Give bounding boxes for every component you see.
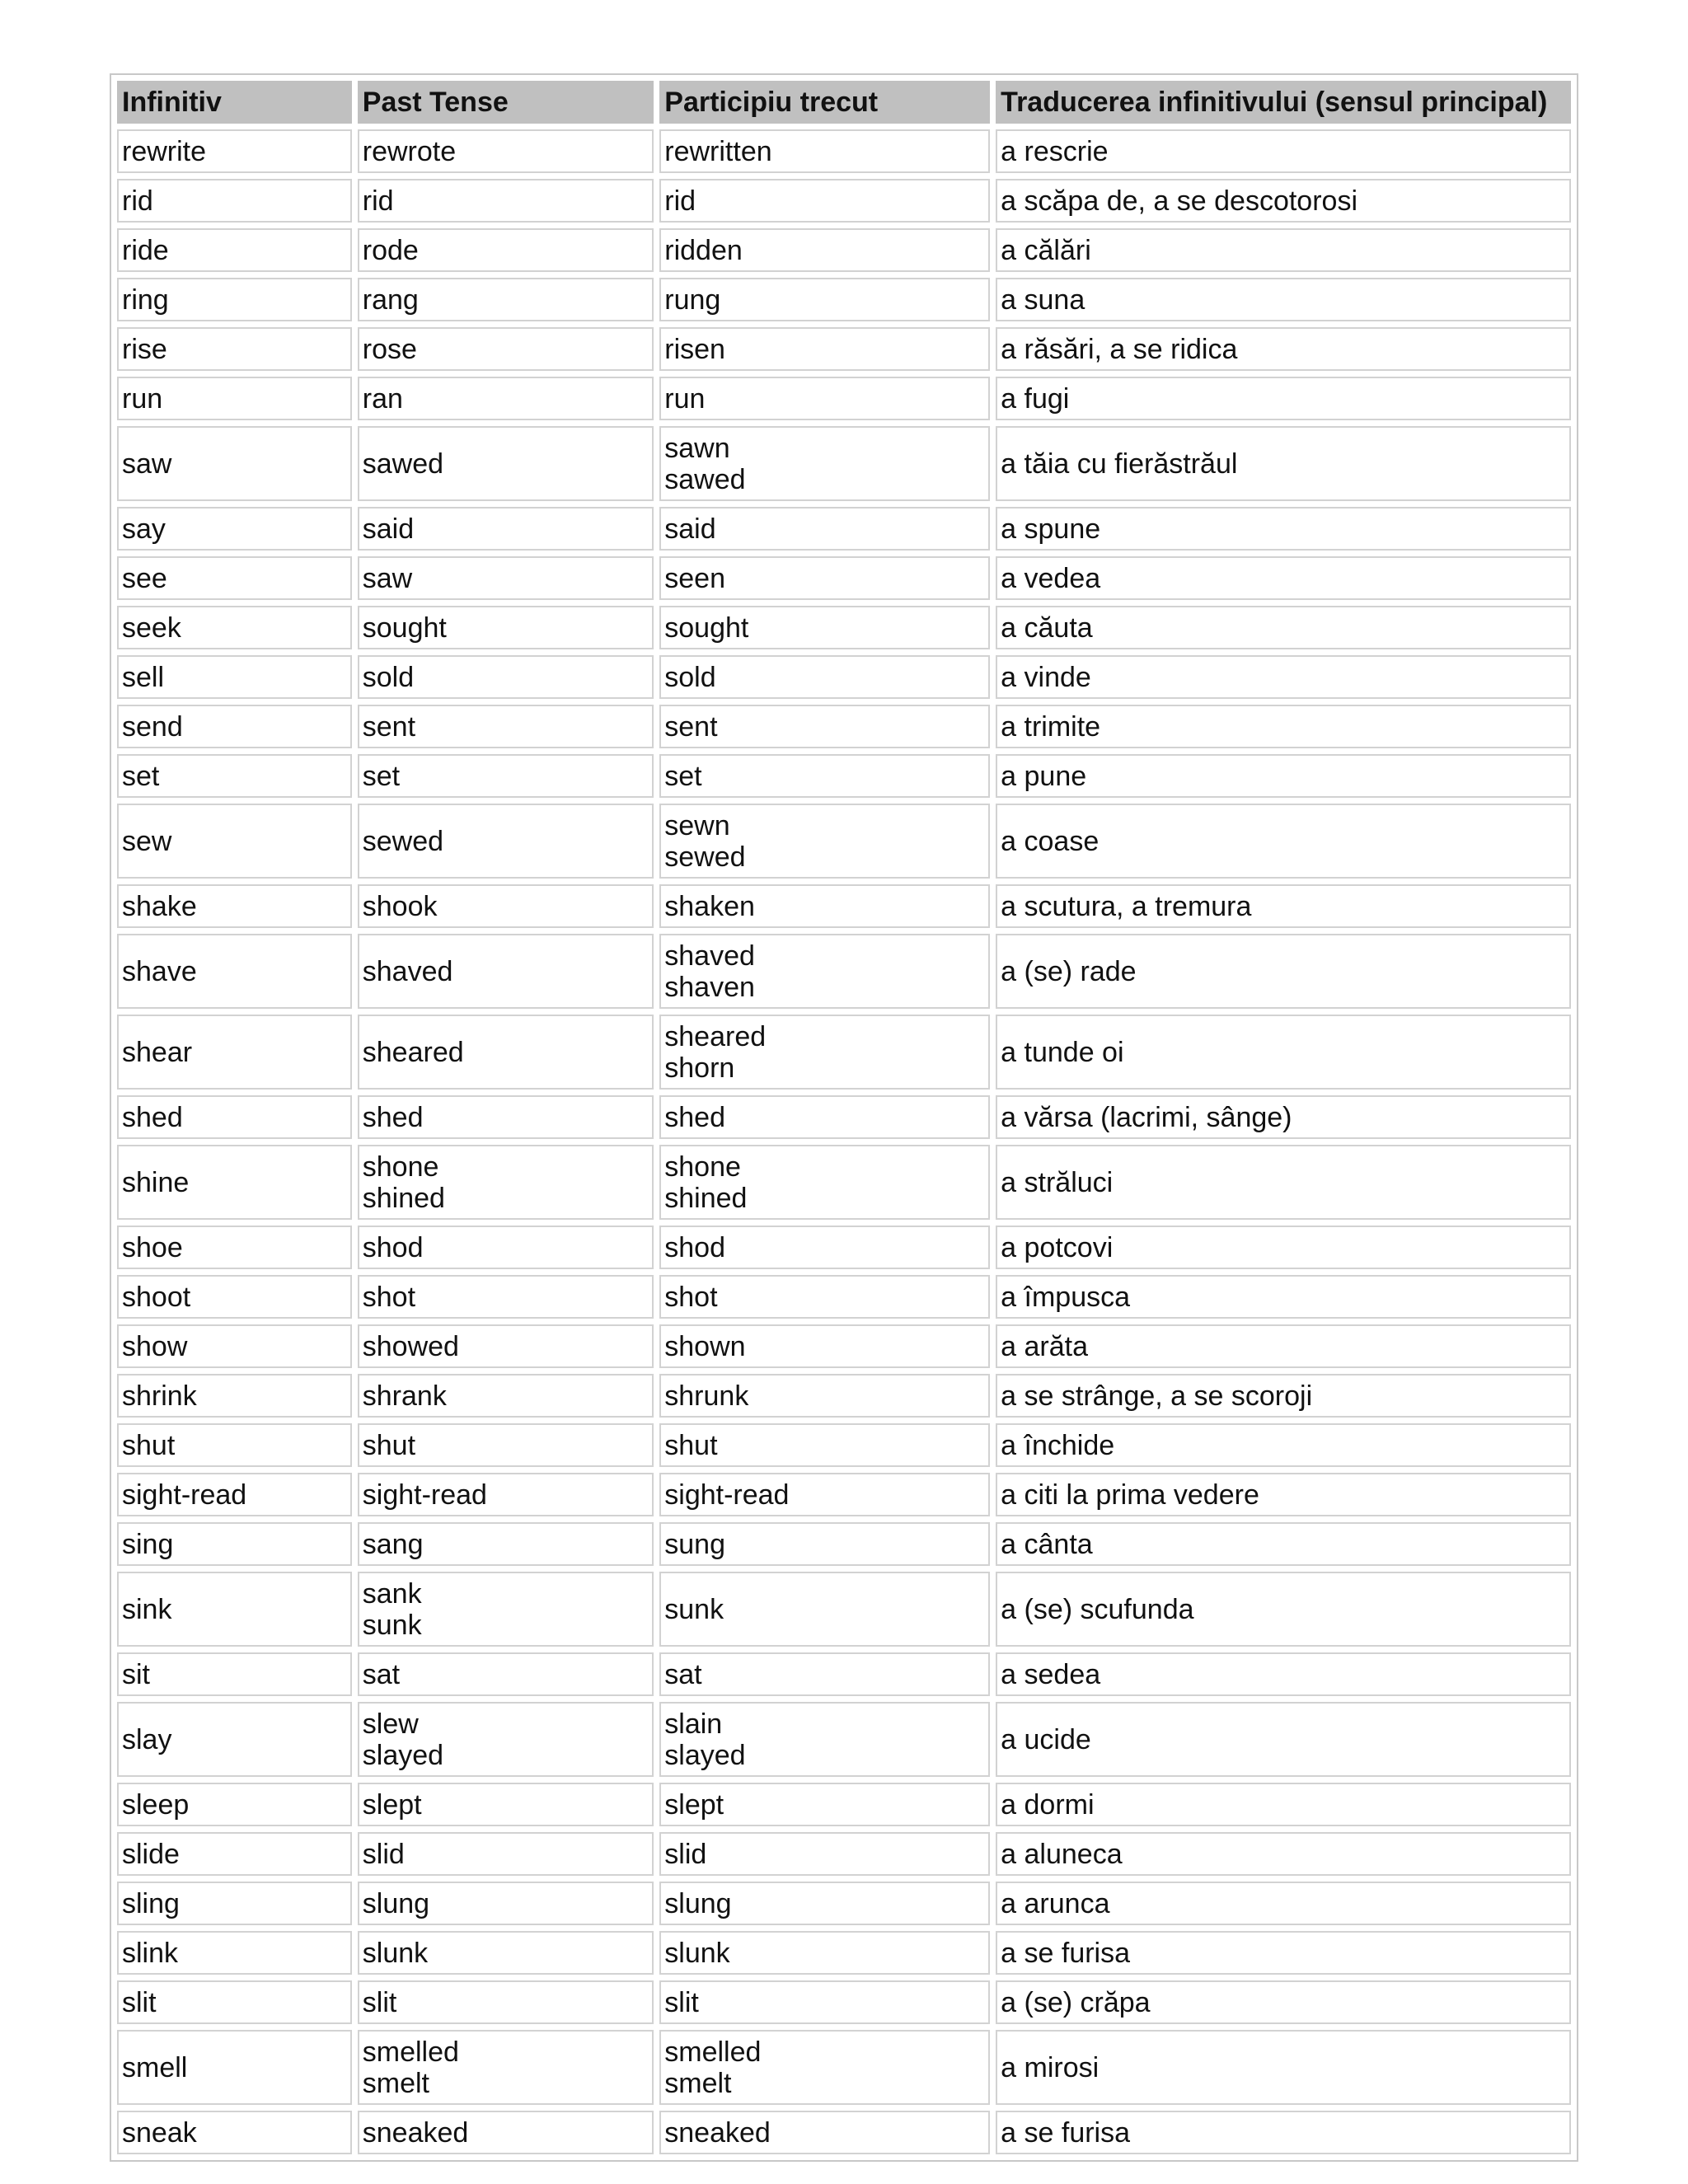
past-tense-cell — [358, 1145, 654, 1220]
past-tense-cell-form: smelt — [362, 2067, 429, 2099]
past-tense-cell-form: said — [362, 513, 415, 545]
past-participle-cell — [659, 278, 990, 321]
past-tense-cell — [358, 1572, 654, 1647]
past-tense-cell-form: sunk — [362, 1609, 422, 1641]
past-participle-cell — [659, 804, 990, 879]
past-participle-cell-form: slain — [664, 1708, 723, 1740]
table-row — [117, 327, 1571, 371]
past-tense-cell — [358, 884, 654, 928]
translation-cell: a pune — [996, 754, 1571, 798]
past-tense-cell-form: shut — [362, 1429, 416, 1461]
past-tense-cell-form: rode — [362, 234, 419, 266]
past-tense-cell-form: slit — [362, 1986, 397, 2018]
past-tense-cell — [358, 278, 654, 321]
past-tense-cell — [358, 1226, 654, 1269]
past-participle-cell-form: sent — [664, 710, 718, 743]
past-participle-cell — [659, 1374, 990, 1418]
past-participle-cell-form: sneaked — [664, 2116, 771, 2149]
table-row — [117, 1572, 1571, 1647]
translation-cell: a se furisa — [996, 2111, 1571, 2154]
infinitive-cell: shed — [117, 1095, 352, 1139]
infinitive-cell: send — [117, 705, 352, 748]
table-row — [117, 1931, 1571, 1975]
table-row — [117, 278, 1571, 321]
table-row — [117, 804, 1571, 879]
infinitive-cell: sleep — [117, 1783, 352, 1826]
past-participle-cell — [659, 1275, 990, 1319]
translation-cell: a arunca — [996, 1882, 1571, 1925]
past-tense-cell — [358, 1832, 654, 1876]
past-tense-cell — [358, 1275, 654, 1319]
past-participle-cell-form: seen — [664, 562, 725, 594]
past-tense-cell-form: showed — [362, 1330, 459, 1362]
past-participle-cell — [659, 754, 990, 798]
past-tense-cell-form: shaved — [362, 955, 453, 987]
translation-cell: a scăpa de, a se descotorosi — [996, 179, 1571, 223]
table-row — [117, 754, 1571, 798]
translation-cell: a vedea — [996, 556, 1571, 600]
past-participle-cell-form: shod — [664, 1231, 725, 1263]
translation-cell: a mirosi — [996, 2030, 1571, 2105]
past-participle-cell-form: shut — [664, 1429, 718, 1461]
table-row — [117, 179, 1571, 223]
past-tense-cell-form: rid — [362, 185, 394, 217]
past-participle-cell — [659, 1572, 990, 1647]
past-participle-cell — [659, 2111, 990, 2154]
table-row — [117, 884, 1571, 928]
past-tense-cell-form: sawed — [362, 448, 444, 480]
translation-cell: a răsări, a se ridica — [996, 327, 1571, 371]
past-participle-cell-form: set — [664, 760, 702, 792]
past-tense-cell-form: shined — [362, 1182, 445, 1214]
past-participle-cell-form: shaken — [664, 890, 755, 922]
past-participle-cell — [659, 507, 990, 551]
past-tense-cell-form: rose — [362, 333, 417, 365]
translation-cell: a călări — [996, 228, 1571, 272]
past-participle-cell — [659, 179, 990, 223]
past-tense-cell — [358, 1423, 654, 1467]
past-tense-cell-form: slung — [362, 1887, 430, 1919]
past-participle-cell — [659, 1980, 990, 2024]
past-tense-cell-form: rewrote — [362, 135, 457, 167]
table-row — [117, 1374, 1571, 1418]
infinitive-cell: rise — [117, 327, 352, 371]
past-participle-cell — [659, 1522, 990, 1566]
table-row — [117, 1522, 1571, 1566]
past-tense-cell — [358, 1473, 654, 1516]
past-tense-cell — [358, 1374, 654, 1418]
past-participle-cell — [659, 2030, 990, 2105]
past-participle-cell — [659, 228, 990, 272]
infinitive-cell: show — [117, 1324, 352, 1368]
past-participle-cell-form: slunk — [664, 1937, 730, 1969]
past-participle-cell — [659, 327, 990, 371]
past-tense-cell-form: shod — [362, 1231, 424, 1263]
past-participle-cell-form: rewritten — [664, 135, 772, 167]
infinitive-cell: shear — [117, 1015, 352, 1090]
past-tense-cell-form: shed — [362, 1101, 424, 1133]
past-participle-cell-form: shot — [664, 1281, 718, 1313]
past-tense-cell-form: slayed — [362, 1739, 444, 1771]
past-tense-cell-form: saw — [362, 562, 413, 594]
table-row — [117, 1145, 1571, 1220]
past-tense-cell-form: sheared — [362, 1036, 464, 1068]
translation-cell: a vărsa (lacrimi, sânge) — [996, 1095, 1571, 1139]
table-row — [117, 1652, 1571, 1696]
past-tense-cell-form: shook — [362, 890, 438, 922]
past-participle-cell-form: said — [664, 513, 716, 545]
translation-cell: a rescrie — [996, 129, 1571, 173]
past-participle-cell-form: shed — [664, 1101, 725, 1133]
past-participle-cell-form: rid — [664, 185, 696, 217]
past-participle-cell-form: rung — [664, 284, 721, 316]
translation-cell: a ucide — [996, 1702, 1571, 1777]
past-tense-cell — [358, 934, 654, 1009]
translation-cell: a aluneca — [996, 1832, 1571, 1876]
infinitive-cell: seek — [117, 606, 352, 649]
table-row — [117, 1423, 1571, 1467]
infinitive-cell: smell — [117, 2030, 352, 2105]
infinitive-cell: slink — [117, 1931, 352, 1975]
translation-cell: a cânta — [996, 1522, 1571, 1566]
infinitive-cell: sling — [117, 1882, 352, 1925]
table-row — [117, 1275, 1571, 1319]
table-row — [117, 2030, 1571, 2105]
translation-cell: a vinde — [996, 655, 1571, 699]
past-tense-cell — [358, 1652, 654, 1696]
past-participle-cell — [659, 1473, 990, 1516]
table-row — [117, 2111, 1571, 2154]
translation-cell: a tăia cu fierăstrăul — [996, 426, 1571, 501]
past-tense-cell-form: slunk — [362, 1937, 429, 1969]
past-participle-cell-form: shaved — [664, 940, 755, 972]
infinitive-cell: slit — [117, 1980, 352, 2024]
past-participle-cell — [659, 1226, 990, 1269]
infinitive-cell: shave — [117, 934, 352, 1009]
past-tense-cell — [358, 507, 654, 551]
past-tense-cell — [358, 705, 654, 748]
table-row — [117, 1980, 1571, 2024]
past-participle-cell-form: smelled — [664, 2036, 762, 2068]
past-participle-cell — [659, 129, 990, 173]
past-tense-cell — [358, 556, 654, 600]
past-tense-cell — [358, 1702, 654, 1777]
infinitive-cell: rewrite — [117, 129, 352, 173]
table-row — [117, 1832, 1571, 1876]
past-tense-cell-form: sang — [362, 1528, 424, 1560]
translation-cell: a străluci — [996, 1145, 1571, 1220]
infinitive-cell: sight-read — [117, 1473, 352, 1516]
past-tense-cell — [358, 2030, 654, 2105]
past-tense-cell — [358, 804, 654, 879]
translation-cell: a potcovi — [996, 1226, 1571, 1269]
past-participle-cell-form: shrunk — [664, 1380, 749, 1412]
infinitive-cell: shoe — [117, 1226, 352, 1269]
past-tense-cell-form: sat — [362, 1658, 401, 1690]
past-tense-cell-form: sold — [362, 661, 415, 693]
table-row — [117, 377, 1571, 420]
header-infinitive: Infinitiv — [117, 81, 352, 124]
past-tense-cell — [358, 1324, 654, 1368]
past-participle-cell-form: sunk — [664, 1593, 724, 1625]
past-participle-cell — [659, 1324, 990, 1368]
past-tense-cell-form: shone — [362, 1151, 439, 1183]
past-participle-cell-form: slayed — [664, 1739, 746, 1771]
past-participle-cell-form: shaven — [664, 971, 755, 1003]
infinitive-cell: sneak — [117, 2111, 352, 2154]
table-row — [117, 1015, 1571, 1090]
infinitive-cell: ride — [117, 228, 352, 272]
translation-cell: a împusca — [996, 1275, 1571, 1319]
translation-cell: a arăta — [996, 1324, 1571, 1368]
past-participle-cell-form: ridden — [664, 234, 743, 266]
past-participle-cell — [659, 377, 990, 420]
past-tense-cell — [358, 1522, 654, 1566]
past-tense-cell — [358, 129, 654, 173]
infinitive-cell: saw — [117, 426, 352, 501]
table-row — [117, 556, 1571, 600]
past-participle-cell-form: sheared — [664, 1020, 767, 1052]
table-row — [117, 655, 1571, 699]
infinitive-cell: sink — [117, 1572, 352, 1647]
irregular-verbs-table — [110, 73, 1578, 2162]
past-participle-cell-form: sewed — [664, 841, 746, 873]
translation-cell: a se strânge, a se scoroji — [996, 1374, 1571, 1418]
past-tense-cell — [358, 1980, 654, 2024]
past-participle-cell — [659, 934, 990, 1009]
table-header-row — [117, 81, 1571, 124]
table-row — [117, 1324, 1571, 1368]
past-participle-cell-form: risen — [664, 333, 725, 365]
table-body — [117, 129, 1571, 2154]
past-tense-cell-form: slew — [362, 1708, 419, 1740]
past-tense-cell-form: shrank — [362, 1380, 447, 1412]
infinitive-cell: shake — [117, 884, 352, 928]
header-past-participle: Participiu trecut — [659, 81, 990, 124]
infinitive-cell: shrink — [117, 1374, 352, 1418]
infinitive-cell: shoot — [117, 1275, 352, 1319]
past-tense-cell-form: sought — [362, 612, 447, 644]
past-participle-cell — [659, 884, 990, 928]
table-row — [117, 228, 1571, 272]
past-tense-cell — [358, 1882, 654, 1925]
past-tense-cell — [358, 327, 654, 371]
past-tense-cell-form: slid — [362, 1838, 405, 1870]
infinitive-cell: sing — [117, 1522, 352, 1566]
past-participle-cell-form: run — [664, 382, 706, 415]
past-participle-cell-form: sawed — [664, 463, 746, 495]
past-participle-cell — [659, 1702, 990, 1777]
translation-cell: a spune — [996, 507, 1571, 551]
translation-cell: a (se) crăpa — [996, 1980, 1571, 2024]
past-tense-cell — [358, 1783, 654, 1826]
past-participle-cell-form: shown — [664, 1330, 746, 1362]
past-tense-cell-form: sank — [362, 1577, 422, 1610]
table-row — [117, 1226, 1571, 1269]
past-participle-cell — [659, 1423, 990, 1467]
past-participle-cell — [659, 426, 990, 501]
translation-cell: a suna — [996, 278, 1571, 321]
past-participle-cell — [659, 1931, 990, 1975]
past-tense-cell-form: sent — [362, 710, 416, 743]
past-participle-cell-form: smelt — [664, 2067, 732, 2099]
table-row — [117, 705, 1571, 748]
past-participle-cell-form: sung — [664, 1528, 725, 1560]
infinitive-cell: rid — [117, 179, 352, 223]
infinitive-cell: shine — [117, 1145, 352, 1220]
infinitive-cell: slide — [117, 1832, 352, 1876]
past-participle-cell-form: sat — [664, 1658, 702, 1690]
table-row — [117, 129, 1571, 173]
past-participle-cell-form: slung — [664, 1887, 732, 1919]
past-tense-cell-form: set — [362, 760, 401, 792]
header-translation: Traducerea infinitivului (sensul principal) — [996, 81, 1571, 124]
past-participle-cell — [659, 1095, 990, 1139]
translation-cell: a coase — [996, 804, 1571, 879]
infinitive-cell: see — [117, 556, 352, 600]
past-tense-cell-form: sewed — [362, 825, 444, 857]
table-row — [117, 606, 1571, 649]
past-participle-cell — [659, 1832, 990, 1876]
past-tense-cell-form: sight-read — [362, 1479, 487, 1511]
translation-cell: a (se) rade — [996, 934, 1571, 1009]
infinitive-cell: ring — [117, 278, 352, 321]
infinitive-cell: sit — [117, 1652, 352, 1696]
past-tense-cell-form: slept — [362, 1788, 422, 1821]
past-tense-cell — [358, 2111, 654, 2154]
table-row — [117, 1882, 1571, 1925]
infinitive-cell: set — [117, 754, 352, 798]
table-row — [117, 1702, 1571, 1777]
past-participle-cell-form: sight-read — [664, 1479, 790, 1511]
past-tense-cell — [358, 1095, 654, 1139]
past-participle-cell-form: shone — [664, 1151, 741, 1183]
infinitive-cell: shut — [117, 1423, 352, 1467]
translation-cell: a trimite — [996, 705, 1571, 748]
past-tense-cell — [358, 426, 654, 501]
translation-cell: a scutura, a tremura — [996, 884, 1571, 928]
past-participle-cell-form: slit — [664, 1986, 699, 2018]
past-participle-cell — [659, 1015, 990, 1090]
past-tense-cell-form: sneaked — [362, 2116, 469, 2149]
translation-cell: a se furisa — [996, 1931, 1571, 1975]
past-participle-cell — [659, 1652, 990, 1696]
infinitive-cell: say — [117, 507, 352, 551]
past-tense-cell-form: shot — [362, 1281, 416, 1313]
past-tense-cell — [358, 228, 654, 272]
table-row — [117, 1473, 1571, 1516]
translation-cell: a fugi — [996, 377, 1571, 420]
infinitive-cell: run — [117, 377, 352, 420]
past-tense-cell — [358, 377, 654, 420]
past-participle-cell — [659, 1882, 990, 1925]
past-tense-cell — [358, 606, 654, 649]
past-participle-cell — [659, 606, 990, 649]
past-tense-cell-form: rang — [362, 284, 419, 316]
past-tense-cell — [358, 754, 654, 798]
past-participle-cell — [659, 655, 990, 699]
past-participle-cell-form: shined — [664, 1182, 748, 1214]
past-tense-cell-form: ran — [362, 382, 403, 415]
translation-cell: a dormi — [996, 1783, 1571, 1826]
translation-cell: a căuta — [996, 606, 1571, 649]
table-row — [117, 426, 1571, 501]
translation-cell: a tunde oi — [996, 1015, 1571, 1090]
table-row — [117, 934, 1571, 1009]
past-tense-cell — [358, 1931, 654, 1975]
past-tense-cell — [358, 655, 654, 699]
past-tense-cell — [358, 1015, 654, 1090]
infinitive-cell: sell — [117, 655, 352, 699]
table-row — [117, 1095, 1571, 1139]
past-tense-cell — [358, 179, 654, 223]
infinitive-cell: sew — [117, 804, 352, 879]
past-participle-cell — [659, 556, 990, 600]
past-participle-cell-form: sold — [664, 661, 716, 693]
infinitive-cell: slay — [117, 1702, 352, 1777]
past-tense-cell-form: smelled — [362, 2036, 459, 2068]
past-participle-cell — [659, 1145, 990, 1220]
past-participle-cell-form: slept — [664, 1788, 724, 1821]
past-participle-cell — [659, 1783, 990, 1826]
table-row — [117, 1783, 1571, 1826]
past-participle-cell-form: sawn — [664, 432, 730, 464]
past-participle-cell-form: sewn — [664, 809, 730, 841]
past-participle-cell-form: shorn — [664, 1052, 735, 1084]
translation-cell: a închide — [996, 1423, 1571, 1467]
past-participle-cell-form: slid — [664, 1838, 707, 1870]
past-participle-cell — [659, 705, 990, 748]
header-past-tense: Past Tense — [358, 81, 654, 124]
table-row — [117, 507, 1571, 551]
translation-cell: a (se) scufunda — [996, 1572, 1571, 1647]
translation-cell: a citi la prima vedere — [996, 1473, 1571, 1516]
translation-cell: a sedea — [996, 1652, 1571, 1696]
past-participle-cell-form: sought — [664, 612, 749, 644]
